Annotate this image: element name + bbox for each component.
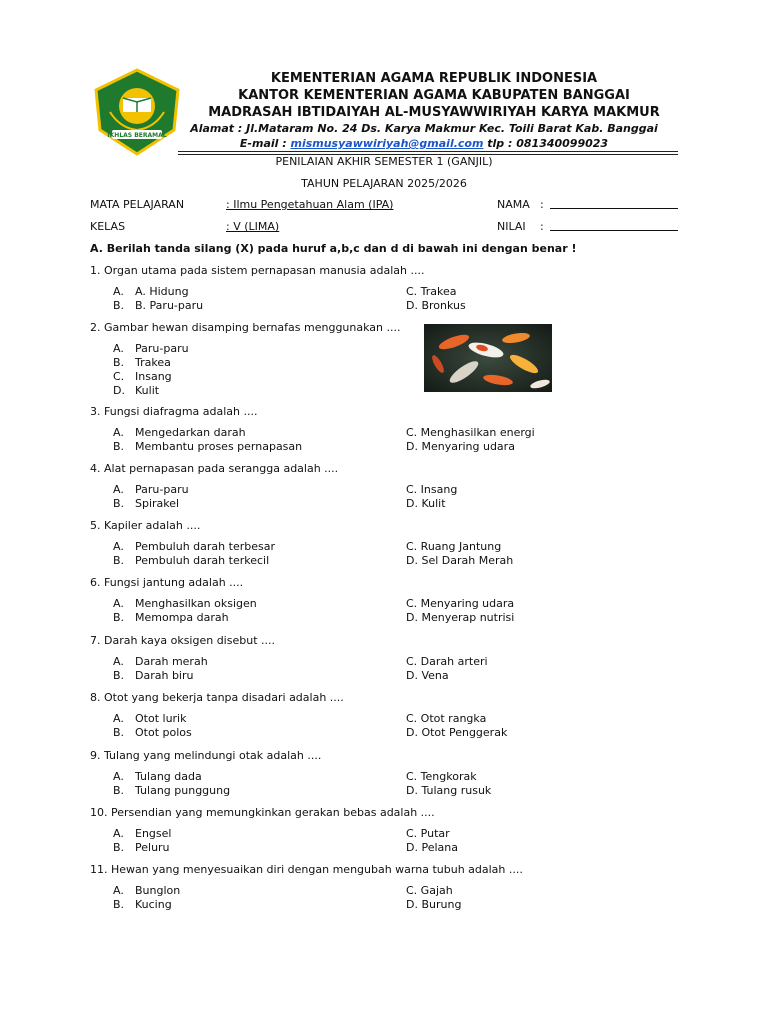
option-text: C. Darah arteri: [406, 655, 488, 668]
question-1-option-3[interactable]: [406, 285, 457, 298]
option-text: C. Trakea: [406, 285, 457, 298]
question-9: 9. Tulang yang melindungi otak adalah ....: [90, 749, 322, 762]
question-8-option-4[interactable]: [406, 726, 507, 739]
question-2-option-1[interactable]: [113, 342, 189, 355]
option-text: Kucing: [135, 898, 172, 911]
option-text: Otot lurik: [135, 712, 187, 725]
header-divider: [178, 151, 678, 152]
option-letter: B.: [113, 356, 125, 369]
question-6-option-1[interactable]: [113, 597, 257, 610]
question-7-option-3[interactable]: [406, 655, 488, 668]
option-letter: A.: [113, 884, 124, 897]
question-4-option-3[interactable]: [406, 483, 457, 496]
logo-motto: IKHLAS BERAMAL: [107, 132, 167, 139]
question-5: 5. Kapiler adalah ....: [90, 519, 201, 532]
question-10: 10. Persendian yang memungkinkan gerakan bebas adalah ....: [90, 806, 435, 819]
header-address: Alamat : Jl.Mataram No. 24 Ds. Karya Makmur Kec. Toili Barat Kab. Banggai: [190, 122, 658, 135]
option-letter: B.: [113, 554, 125, 567]
option-text: D. Vena: [406, 669, 449, 682]
question-3-option-4[interactable]: [406, 440, 515, 453]
option-letter: B.: [113, 898, 125, 911]
question-1-option-1[interactable]: [113, 285, 189, 298]
question-1-option-2[interactable]: [113, 299, 203, 312]
option-letter: B.: [113, 841, 125, 854]
option-text: Paru-paru: [135, 483, 189, 496]
option-letter: B.: [113, 497, 125, 510]
question-7: 7. Darah kaya oksigen disebut ....: [90, 634, 275, 647]
option-letter: A.: [113, 597, 124, 610]
option-text: Darah merah: [135, 655, 208, 668]
question-5-option-1[interactable]: [113, 540, 275, 553]
question-11-option-2[interactable]: [113, 898, 172, 911]
question-2-option-4[interactable]: [113, 384, 159, 397]
question-1-option-4[interactable]: [406, 299, 466, 312]
instruction-text: A. Berilah tanda silang (X) pada huruf a,b,c dan d di bawah ini dengan benar !: [90, 242, 577, 255]
question-11: 11. Hewan yang menyesuaikan diri dengan mengubah warna tubuh adalah ....: [90, 863, 523, 876]
question-8-option-3[interactable]: [406, 712, 486, 725]
option-text: Peluru: [135, 841, 170, 854]
option-text: Bunglon: [135, 884, 181, 897]
name-label: NAMA: [497, 198, 530, 211]
question-11-option-4[interactable]: [406, 898, 461, 911]
option-text: Trakea: [135, 356, 171, 369]
option-text: D. Burung: [406, 898, 462, 911]
option-letter: A.: [113, 770, 124, 783]
option-text: C. Putar: [406, 827, 450, 840]
option-text: Insang: [135, 370, 172, 383]
option-text: A. Hidung: [135, 285, 189, 298]
option-text: C. Tengkorak: [406, 770, 477, 783]
option-text: D. Tulang rusuk: [406, 784, 492, 797]
question-11-option-3[interactable]: [406, 884, 453, 897]
question-11-option-1[interactable]: [113, 884, 180, 897]
option-letter: A.: [113, 540, 124, 553]
question-6-option-3[interactable]: [406, 597, 514, 610]
question-5-option-4[interactable]: [406, 554, 513, 567]
option-text: D. Kulit: [406, 497, 446, 510]
option-text: D. Sel Darah Merah: [406, 554, 514, 567]
koi-fish-image: [424, 324, 552, 392]
option-text: D. Bronkus: [406, 299, 466, 312]
option-letter: C.: [113, 370, 125, 383]
option-letter: D.: [113, 384, 125, 397]
option-text: Memompa darah: [135, 611, 229, 624]
header-school: MADRASAH IBTIDAIYAH AL-MUSYAWWIRIYAH KARYA MAKMUR: [208, 105, 660, 120]
option-text: C. Menyaring udara: [406, 597, 515, 610]
subject-value: : Ilmu Pengetahuan Alam (IPA): [226, 198, 394, 211]
option-text: Paru-paru: [135, 342, 189, 355]
option-text: C. Gajah: [406, 884, 453, 897]
option-letter: A.: [113, 342, 124, 355]
header-contact: [40, 137, 768, 150]
header-ministry: KEMENTERIAN AGAMA REPUBLIK INDONESIA: [270, 71, 598, 86]
question-2-option-2[interactable]: [113, 356, 171, 369]
phone-text: tlp : 081340099023: [483, 137, 609, 150]
question-4-option-2[interactable]: [113, 497, 179, 510]
question-10-option-1[interactable]: [113, 827, 171, 840]
option-text: Membantu proses pernapasan: [135, 440, 303, 453]
option-text: Pembuluh darah terbesar: [135, 540, 275, 553]
option-text: Spirakel: [135, 497, 180, 510]
option-letter: B.: [113, 299, 125, 312]
question-1: 1. Organ utama pada sistem pernapasan manusia adalah ....: [90, 264, 425, 277]
question-9-option-4[interactable]: [406, 784, 491, 797]
question-10-option-4[interactable]: [406, 841, 458, 854]
option-text: Mengedarkan darah: [135, 426, 246, 439]
name-field[interactable]: [550, 198, 678, 209]
name-colon: :: [540, 198, 544, 211]
option-text: Tulang dada: [135, 770, 202, 783]
question-7-option-2[interactable]: [113, 669, 193, 682]
option-letter: B.: [113, 784, 125, 797]
email-link[interactable]: mismusyawwiriyah@gmail.com: [290, 137, 484, 150]
option-text: C. Otot rangka: [406, 712, 487, 725]
question-3-option-3[interactable]: [406, 426, 535, 439]
option-text: Kulit: [135, 384, 160, 397]
class-label: KELAS: [90, 220, 126, 233]
question-4-option-1[interactable]: [113, 483, 189, 496]
option-text: Otot polos: [135, 726, 192, 739]
option-text: D. Otot Penggerak: [406, 726, 508, 739]
option-text: C. Menghasilkan energi: [406, 426, 535, 439]
option-letter: A.: [113, 285, 124, 298]
subject-label: MATA PELAJARAN: [90, 198, 185, 211]
option-text: Engsel: [135, 827, 172, 840]
option-letter: A.: [113, 712, 124, 725]
exam-year: TAHUN PELAJARAN 2025/2026: [301, 177, 467, 190]
question-10-option-3[interactable]: [406, 827, 450, 840]
question-2: 2. Gambar hewan disamping bernafas menggunakan ....: [90, 321, 401, 334]
option-text: D. Menyaring udara: [406, 440, 515, 453]
option-letter: A.: [113, 827, 124, 840]
option-letter: B.: [113, 440, 125, 453]
option-text: D. Menyerap nutrisi: [406, 611, 515, 624]
option-text: B. Paru-paru: [135, 299, 204, 312]
class-value: : V (LIMA): [226, 220, 280, 233]
option-text: Tulang punggung: [135, 784, 231, 797]
question-4: 4. Alat pernapasan pada serangga adalah ....: [90, 462, 339, 475]
option-text: Menghasilkan oksigen: [135, 597, 257, 610]
email-label: E-mail :: [239, 137, 291, 150]
option-text: Pembuluh darah terkecil: [135, 554, 270, 567]
option-letter: B.: [113, 726, 125, 739]
question-5-option-2[interactable]: [113, 554, 269, 567]
grade-field[interactable]: [550, 220, 678, 231]
question-6-option-2[interactable]: [113, 611, 229, 624]
question-3-option-1[interactable]: [113, 426, 246, 439]
question-3-option-2[interactable]: [113, 440, 302, 453]
option-letter: A.: [113, 483, 124, 496]
question-8: 8. Otot yang bekerja tanpa disadari adalah ....: [90, 691, 344, 704]
question-6: 6. Fungsi jantung adalah ....: [90, 576, 244, 589]
question-7-option-4[interactable]: [406, 669, 449, 682]
option-text: D. Pelana: [406, 841, 458, 854]
option-text: C. Insang: [406, 483, 458, 496]
header-office: KANTOR KEMENTERIAN AGAMA KABUPATEN BANGGAI: [238, 88, 630, 103]
option-letter: B.: [113, 669, 125, 682]
option-text: C. Ruang Jantung: [406, 540, 502, 553]
question-3: 3. Fungsi diafragma adalah ....: [90, 405, 258, 418]
question-6-option-4[interactable]: [406, 611, 514, 624]
question-8-option-2[interactable]: [113, 726, 192, 739]
option-letter: A.: [113, 426, 124, 439]
grade-label: NILAI: [497, 220, 526, 233]
question-4-option-4[interactable]: [406, 497, 446, 510]
grade-colon: :: [540, 220, 544, 233]
question-9-option-3[interactable]: [406, 770, 477, 783]
question-9-option-2[interactable]: [113, 784, 230, 797]
question-7-option-1[interactable]: [113, 655, 208, 668]
option-text: Darah biru: [135, 669, 194, 682]
option-letter: B.: [113, 611, 125, 624]
exam-title: PENILAIAN AKHIR SEMESTER 1 (GANJIL): [275, 155, 493, 168]
question-8-option-1[interactable]: [113, 712, 187, 725]
option-letter: A.: [113, 655, 124, 668]
question-5-option-3[interactable]: [406, 540, 501, 553]
question-2-option-3[interactable]: [113, 370, 172, 383]
question-9-option-1[interactable]: [113, 770, 202, 783]
question-10-option-2[interactable]: [113, 841, 170, 854]
